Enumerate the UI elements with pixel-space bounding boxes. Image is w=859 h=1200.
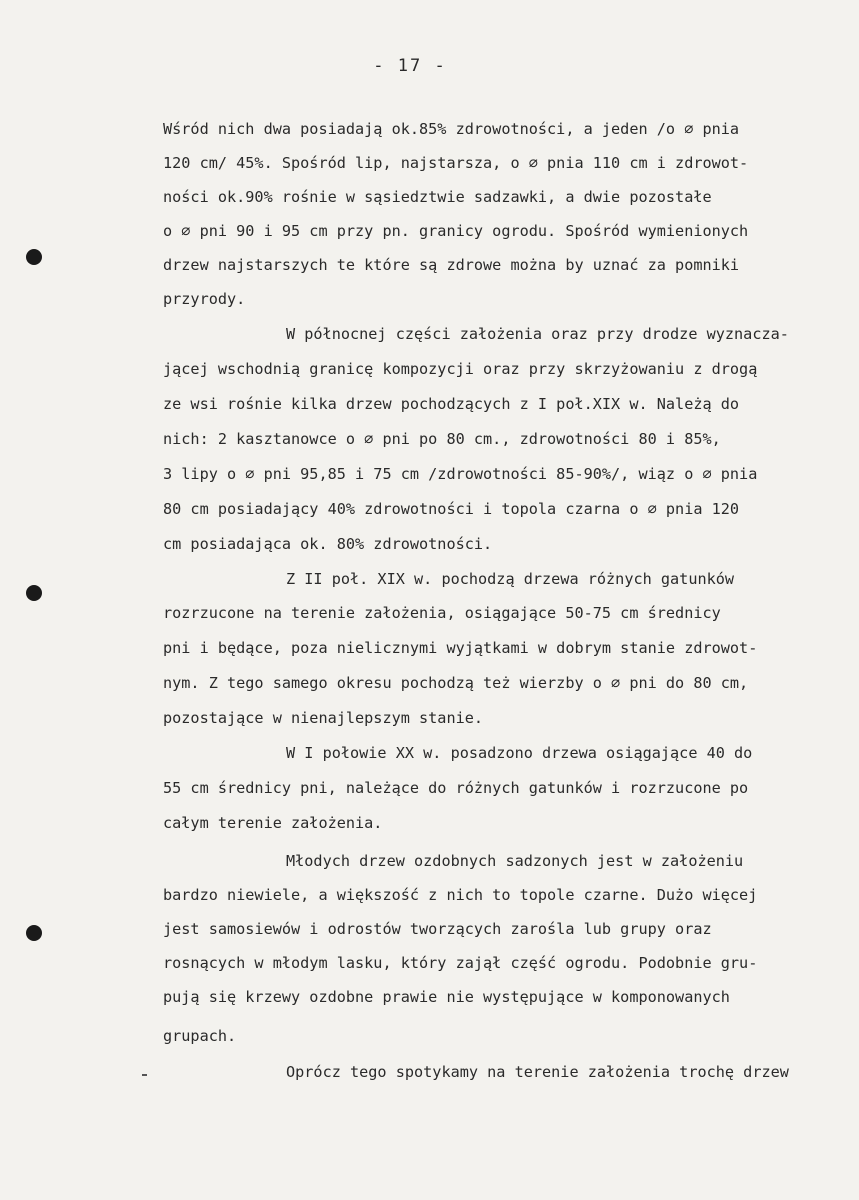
text-line: nich: 2 kasztanowce o ∅ pni po 80 cm., zdrowotności 80 i 85%, (163, 430, 721, 448)
text-line: Z II poł. XIX w. pochodzą drzewa różnych gatunków (286, 570, 735, 588)
text-line: Wśród nich dwa posiadają ok.85% zdrowotności, a jeden /o ∅ pnia (163, 120, 740, 138)
text-line: W północnej części założenia oraz przy drodze wyznacza- (286, 325, 789, 343)
punch-hole (26, 249, 42, 265)
text-line: ze wsi rośnie kilka drzew pochodzących z I poł.XIX w. Należą do (163, 395, 740, 413)
text-line: pują się krzewy ozdobne prawie nie występujące w komponowanych (163, 988, 730, 1006)
text-line: 120 cm/ 45%. Spośród lip, najstarsza, o ∅ pnia 110 cm i zdrowot- (163, 154, 749, 172)
text-line: ności ok.90% rośnie w sąsiedztwie sadzawki, a dwie pozostałe (163, 188, 712, 206)
text-line: drzew najstarszych te które są zdrowe można by uznać za pomniki (163, 256, 740, 274)
text-line: 3 lipy o ∅ pni 95,85 i 75 cm /zdrowotności 85-90%/, wiąz o ∅ pnia (163, 465, 758, 483)
text-line: 80 cm posiadający 40% zdrowotności i topola czarna o ∅ pnia 120 (163, 500, 740, 518)
text-line: cm posiadająca ok. 80% zdrowotności. (163, 535, 493, 553)
text-line: W I połowie XX w. posadzono drzewa osiągające 40 do (286, 744, 753, 762)
text-line: nym. Z tego samego okresu pochodzą też wierzby o ∅ pni do 80 cm, (163, 674, 749, 692)
text-line: Młodych drzew ozdobnych sadzonych jest w założeniu (286, 852, 744, 870)
text-line: rosnących w młodym lasku, który zajął część ogrodu. Podobnie gru- (163, 954, 758, 972)
punch-hole (26, 585, 42, 601)
text-line: Oprócz tego spotykamy na terenie założenia trochę drzew (286, 1063, 789, 1081)
text-line: jest samosiewów i odrostów tworzących zarośla lub grupy oraz (163, 920, 712, 938)
text-line: pni i będące, poza nielicznymi wyjątkami w dobrym stanie zdrowot- (163, 639, 758, 657)
text-line: całym terenie założenia. (163, 814, 383, 832)
page-number: - 17 - (373, 56, 447, 76)
text-line: pozostające w nienajlepszym stanie. (163, 709, 484, 727)
text-line: przyrody. (163, 290, 246, 308)
text-line: rozrzucone na terenie założenia, osiągające 50-75 cm średnicy (163, 604, 721, 622)
text-line: jącej wschodnią granicę kompozycji oraz przy skrzyżowaniu z drogą (163, 360, 758, 378)
stray-mark (142, 1074, 147, 1076)
text-line: grupach. (163, 1027, 237, 1045)
text-line: 55 cm średnicy pni, należące do różnych gatunków i rozrzucone po (163, 779, 749, 797)
text-line: o ∅ pni 90 i 95 cm przy pn. granicy ogrodu. Spośród wymienionych (163, 222, 749, 240)
punch-hole (26, 925, 42, 941)
text-line: bardzo niewiele, a większość z nich to topole czarne. Dużo więcej (163, 886, 758, 904)
